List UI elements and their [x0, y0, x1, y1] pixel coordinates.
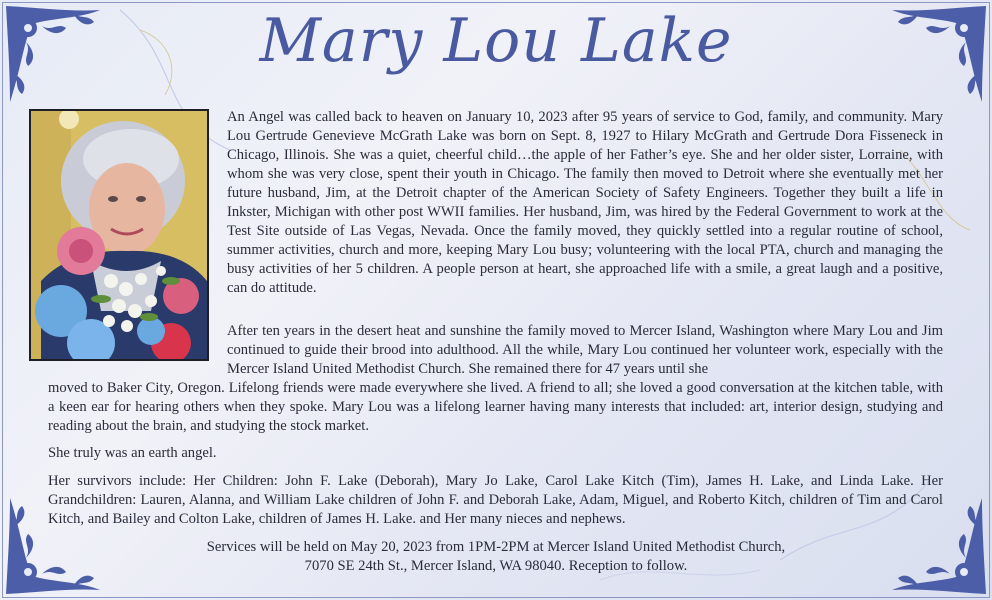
survivors-paragraph: Her survivors include: Her Children: John F. Lake (Deborah), Mary Jo Lake, Carol Lake Kitch (Tim), James H. Lake, and Linda Lake. Her Grandchildren: Lauren, Alanna, and William Lake children of John F. and Deborah Lake, Adam, Miguel, and Roberto Kitch, children of Tim and Carol Kitch, and Bailey and Colton Lake, children of James H. Lake. and Her many nieces and nephews.	[48, 473, 943, 527]
obituary-paragraph-2-part-2: moved to Baker City, Oregon. Lifelong friends were made everywhere she lived. A friend to all; she loved a good conversation at the kitchen table, with a keen ear for hearing others when they spoke. Mary Lou was a lifelong learner having many interests that included: art, interior design, studying and reading about the brain, and studying the stock market.	[48, 380, 943, 434]
services-line-2: 7070 SE 24th St., Mercer Island, WA 98040. Reception to follow.	[304, 558, 688, 574]
services-notice	[0, 538, 992, 576]
services-line-1: Services will be held on May 20, 2023 from 1PM-2PM at Mercer Island United Methodist Church,	[206, 539, 786, 555]
obituary-title: Mary Lou Lake	[259, 6, 733, 76]
obituary-paragraph-3: She truly was an earth angel.	[48, 445, 217, 461]
obituary-paragraph-2-part-1: After ten years in the desert heat and sunshine the family moved to Mercer Island, Washington where Mary Lou and Jim continued to guide their brood into adulthood. All the while, Mary Lou continued her volunteer work, especially with the Mercer Island United Methodist Church. She remained there for 47 years until she	[227, 323, 943, 377]
portrait-photo	[29, 109, 209, 361]
obituary-paragraph-1: An Angel was called back to heaven on January 10, 2023 after 95 years of service to God, family, and community. Mary Lou Gertrude Genevieve McGrath Lake was born on Sept. 8, 1927 to Hilary McGrath and Gertrude Dora Fisseneck in Chicago, Illinois. She was a quiet, cheerful child…the apple of her Father’s eye. She and her older sister, Lorraine, with whom she was very close, spent their youth in Chicago. The family then moved to Detroit where she eventually met her future husband, Jim, at the Detroit chapter of the American Society of Safety Engineers. Together they built a life in Inkster, Michigan with other post WWII families. Her husband, Jim, was hired by the Federal Government to work at the Test Site outside of Las Vegas, Nevada. Once the family moved, they quickly settled into a regular routine of school, summer activities, church and more, keeping Mary Lou busy; volunteering with the local PTA, church and managing the busy activities of her 5 children. A people person at heart, she approached life with a smile, a great laugh and a positive, can do attitude.	[227, 109, 943, 296]
